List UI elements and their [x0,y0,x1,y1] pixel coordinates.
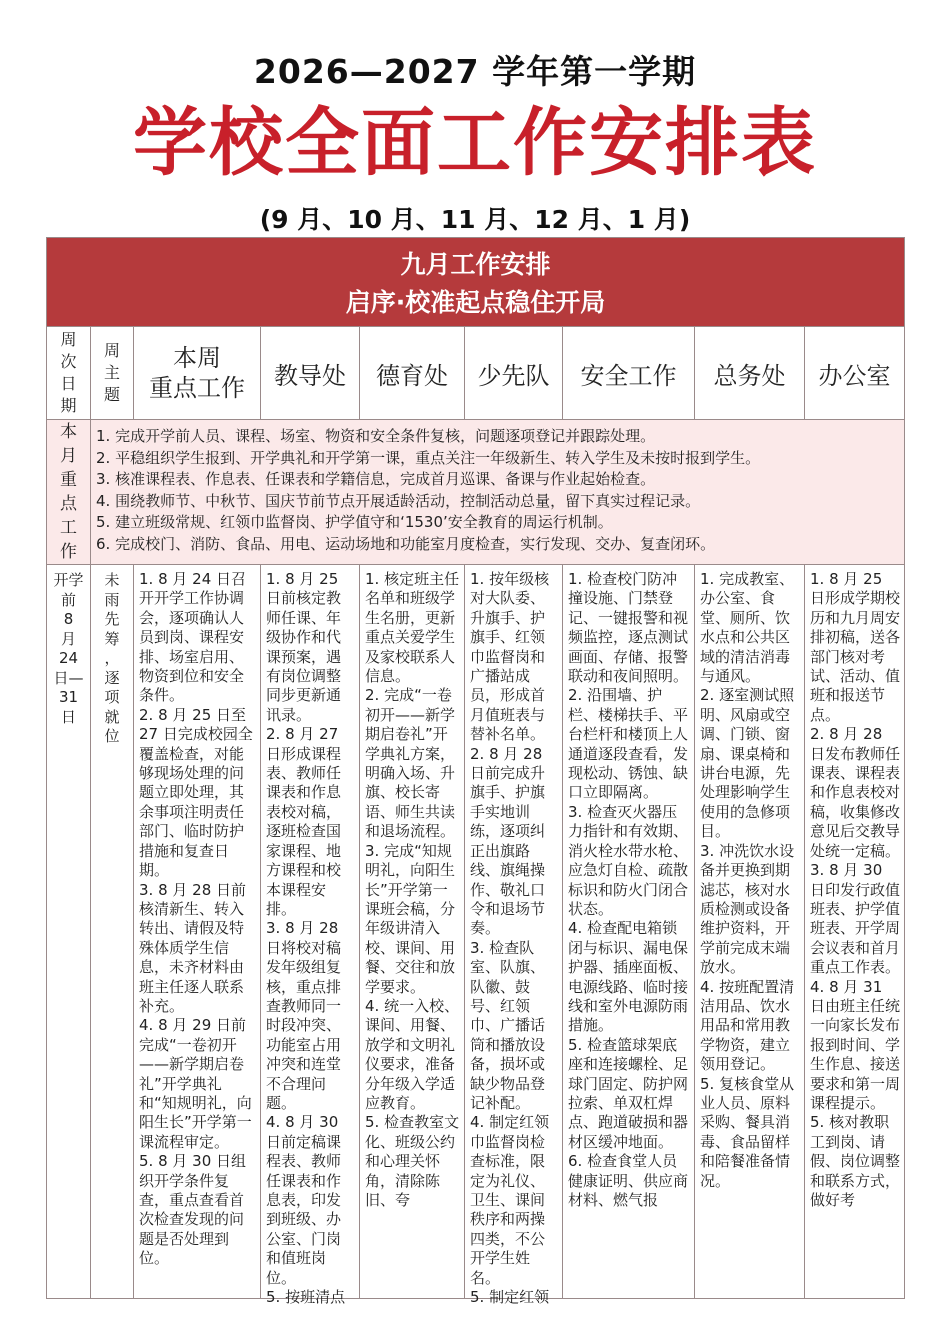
header-week-theme: 周 主 题 [91,327,134,420]
header-week-date: 周 次 日 期 [47,327,91,420]
week-date: 开学 前 8 月 24 日— 31 日 [47,565,91,1299]
monthly-focus-label: 本 月 重 点 工 作 [47,420,91,565]
week-focus-cell: 1. 8 月 24 日召开开学工作协调会，逐项确认人员到岗、课程安排、场室启用、物资到位和安全条件。 2. 8 月 25 日至 27 日完成校园全覆盖检查，对能够现场处理的问题立即处理，其余事项注明责任部门、临时防护措施和复查日期。 3. 8 月 28 日前核清新生、转入转出、请假及特殊体质学生信息，未齐材料由班主任逐人联系补充。 4. 8 月 29 日前完成“一卷初开——新学期启卷礼”开学典礼和“知规明礼，向阳生长”开学第一课流程审定。 5. 8 月 30 日组织开学条件复查，重点查看首次检查发现的问题是否处理到位。 [134,565,261,1299]
moral-cell: 1. 核定班主任名单和班级学生名册，更新重点关爱学生及家校联系人信息。 2. 完成“一卷初开——新学期启卷礼”开学典礼方案，明确入场、升旗、校长寄语、师生共读和退场流程。 3. 完成“知规明礼，向阳生长”开学第一课班会稿，分年级讲清入校、课间、用餐、交往和放学要求。 4. 统一入校、课间、用餐、放学和文明礼仪要求，准备分年级入学适应教育。 5. 检查教室文化、班级公约和心理关怀角，清除陈旧、夸 [360,565,465,1299]
office-cell: 1. 8 月 25 日形成学期校历和九月周安排初稿，送各部门核对考试、活动、值班和报送节点。 2. 8 月 28 日发布教师任课表、课程表和作息表校对稿，收集修改意见后交教导处统一定稿。 3. 8 月 30 日印发行政值班表、护学值班表、开学周会议表和首月重点工作表。 4. 8 月 31 日由班主任统一向家长发布报到时间、学生作息、接送要求和第一周课程提示。 5. 核对教职工到岗、请假、岗位调整和联系方式，做好考 [805,565,905,1299]
monthly-focus-item: 1. 完成开学前人员、课程、场室、物资和安全条件复核，问题逐项登记并跟踪处理。 [96,427,656,445]
week-theme: 未 雨 先 筹 ， 逐 项 就 位 [91,565,134,1299]
monthly-focus-item: 4. 围绕教师节、中秋节、国庆节前节点开展适龄活动，控制活动总量，留下真实过程记录。 [96,491,701,510]
header-moral: 德育处 [360,327,465,420]
header-office: 办公室 [805,327,905,420]
main-title: 学校全面工作安排表 [133,100,817,186]
months-subtitle: (9 月、10 月、11 月、12 月、1 月) [259,205,691,234]
header-safety: 安全工作 [563,327,695,420]
monthly-focus-item: 5. 建立班级常规、红领巾监督岗、护学值守和‘1530’安全教育的周运行机制。 [96,513,613,531]
monthly-focus-item: 6. 完成校门、消防、食品、用电、运动场地和功能室月度检查，实行发现、交办、复查闭环。 [96,534,716,553]
teaching-cell: 1. 8 月 25 日前核定教师任课、年级协作和代课预案，遇有岗位调整同步更新通讯录。 2. 8 月 27 日形成课程表、教师任课表和作息表校对稿，逐班检查国家课程、地方课程和校本课程安排。 3. 8 月 28 日将校对稿发年级组复核，重点排查教师同一时段冲突、功能室占用冲突和连堂不合理问题。 4. 8 月 30 日前定稿课程表、教师任课表和作息表，印发到班级、办公室、门岗和值班岗位。 5. 按班清点 [261,565,360,1299]
safety-cell: 1. 检查校门防冲撞设施、门禁登记、一键报警和视频监控，逐点测试画面、存储、报警联动和夜间照明。 2. 沿围墙、护栏、楼梯扶手、平台栏杆和楼顶上人通道逐段查看，发现松动、锈蚀、缺口立即隔离。 3. 检查灭火器压力指针和有效期、消火栓水带水枪、应急灯自检、疏散标识和防火门闭合状态。 4. 检查配电箱锁闭与标识、漏电保护器、插座面板、电源线路、临时接线和室外电源防雨措施。 5. 检查篮球架底座和连接螺栓、足球门固定、防护网拉索、单双杠焊点、跑道破损和器材区缓冲地面。 6. 检查食堂人员健康证明、供应商材料、燃气报 [563,565,695,1299]
term-title: 2026—2027 学年第一学期 [253,52,697,91]
header-general: 总务处 [695,327,805,420]
general-affairs-cell: 1. 完成教室、办公室、食堂、厕所、饮水点和公共区域的清洁消毒与通风。 2. 逐室测试照明、风扇或空调、门锁、窗扇、课桌椅和讲台电源，先处理影响学生使用的急修项目。 3. 冲洗饮水设备并更换到期滤芯，核对水质检测或设备维护资料，开学前完成末端放水。 4. 按班配置清洁用品、饮水用品和常用教学物资，建立领用登记。 5. 复核食堂从业人员、原料采购、餐具消毒、食品留样和陪餐准备情况。 [695,565,805,1299]
header-teaching: 教导处 [261,327,360,420]
month-title: 九月工作安排 [400,250,551,279]
monthly-focus-list [91,420,905,565]
monthly-focus-item: 2. 平稳组织学生报到、开学典礼和开学第一课，重点关注一年级新生、转入学生及未按时报到学生。 [96,448,761,467]
pioneers-cell: 1. 按年级核对大队委、升旗手、护旗手、红领巾监督岗和广播站成员，形成首月值班表与替补名单。 2. 8 月 28 日前完成升旗手、护旗手实地训练，逐项纠正出旗路线、旗绳操作、敬礼口令和退场节奏。 3. 检查队室、队旗、队徽、鼓号、红领巾、广播话筒和播放设备，损坏或缺少物品登记补配。 4. 制定红领巾监督岗检查标准，限定为礼仪、卫生、课间秩序和两操四类，不公开学生姓名。 5. 制定红领 [465,565,563,1299]
monthly-focus-item: 3. 核准课程表、作息表、任课表和学籍信息，完成首月巡课、备课与作业起始检查。 [96,470,656,488]
schedule-table [46,237,905,1307]
header-focus: 本周 重点工作 [134,327,261,420]
month-theme: 启序·校准起点稳住开局 [345,288,606,317]
month-banner [47,238,905,327]
header-pioneers: 少先队 [465,327,563,420]
table-row [47,565,905,1299]
